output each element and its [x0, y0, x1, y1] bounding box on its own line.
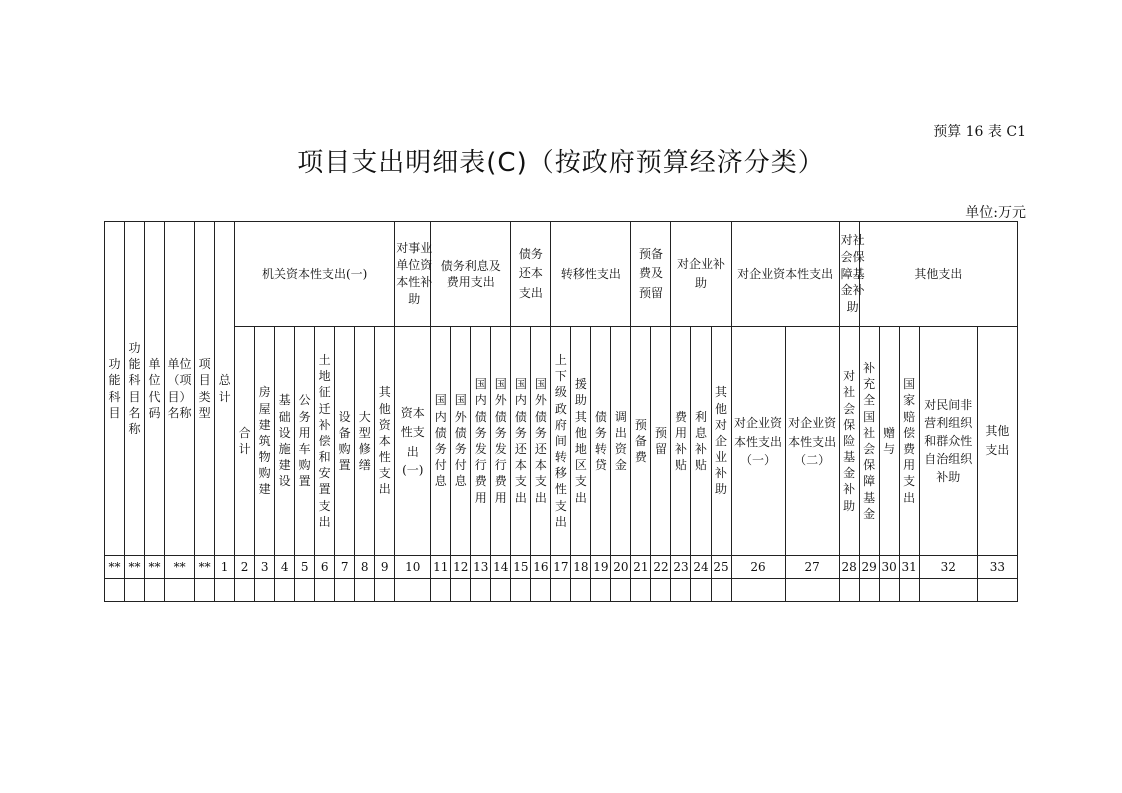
col-header-20: 调出资金 [611, 327, 631, 556]
group-header-public-institution: 对事业单位资本性补助 [395, 222, 431, 327]
col-header-26: 对企业资本性支出 （一） [731, 327, 785, 556]
col-header-unit-name: 单位（项目）名称 [165, 222, 195, 556]
number-cell: 29 [859, 556, 879, 579]
col-header-21: 预备费 [631, 327, 651, 556]
col-header-19: 债务转贷 [591, 327, 611, 556]
number-cell: 17 [551, 556, 571, 579]
group-header-enterprise-subsidy: 对企业补助 [671, 222, 731, 327]
col-header-28: 对社会保险基金补助 [839, 327, 859, 556]
form-code: 预算 16 表 C1 [933, 124, 1026, 140]
col-header-25: 其他对企业补助 [711, 327, 731, 556]
col-header-9: 其他资本性支出 [375, 327, 395, 556]
col-header-31: 国家赔偿费用支出 [899, 327, 919, 556]
data-cell [491, 579, 511, 602]
data-cell [335, 579, 355, 602]
data-cell [859, 579, 879, 602]
data-cell [315, 579, 335, 602]
col-header-32: 对民间非营利组织和群众性自治组织补助 [919, 327, 977, 556]
number-cell: 27 [785, 556, 839, 579]
col-header-3: 房屋建筑物购建 [255, 327, 275, 556]
data-cell [215, 579, 235, 602]
col-header-17: 上下级政府间转移性支出 [551, 327, 571, 556]
col-header-13: 国内债务发行费用 [471, 327, 491, 556]
data-cell [731, 579, 785, 602]
col-header-27: 对企业资本性支出 （二） [785, 327, 839, 556]
group-header-capital-1: 机关资本性支出(一) [235, 222, 395, 327]
data-cell [125, 579, 145, 602]
group-header-social-security: 对社会保障基金补助 [839, 222, 859, 327]
number-cell: 33 [977, 556, 1017, 579]
data-cell [551, 579, 571, 602]
col-header-18: 援助其他地区支出 [571, 327, 591, 556]
data-cell [591, 579, 611, 602]
number-cell: 11 [431, 556, 451, 579]
data-cell [531, 579, 551, 602]
number-cell: 3 [255, 556, 275, 579]
col-header-16: 国外债务还本支出 [531, 327, 551, 556]
group-header-enterprise-capital: 对企业资本性支出 [731, 222, 839, 327]
group-header-transfer: 转移性支出 [551, 222, 631, 327]
number-cell: 10 [395, 556, 431, 579]
col-header-15: 国内债务还本支出 [511, 327, 531, 556]
number-cell: 25 [711, 556, 731, 579]
col-header-30: 赠与 [879, 327, 899, 556]
data-cell [105, 579, 125, 602]
data-cell [511, 579, 531, 602]
number-cell: 22 [651, 556, 671, 579]
data-cell [651, 579, 671, 602]
data-cell [899, 579, 919, 602]
number-cell: 16 [531, 556, 551, 579]
col-header-5: 公务用车购置 [295, 327, 315, 556]
col-header-2: 合计 [235, 327, 255, 556]
data-cell [919, 579, 977, 602]
number-cell: 6 [315, 556, 335, 579]
number-cell: ** [145, 556, 165, 579]
number-cell: 15 [511, 556, 531, 579]
col-header-11: 国内债务付息 [431, 327, 451, 556]
number-cell: 26 [731, 556, 785, 579]
table-row [105, 579, 1018, 602]
col-header-7: 设备购置 [335, 327, 355, 556]
col-header-unit-code: 单位代码 [145, 222, 165, 556]
col-header-6: 土地征迁补偿和安置支出 [315, 327, 335, 556]
column-number-row [105, 556, 1018, 579]
data-cell [451, 579, 471, 602]
col-header-33: 其他支出 [977, 327, 1017, 556]
number-cell: 9 [375, 556, 395, 579]
number-cell: 18 [571, 556, 591, 579]
number-cell: 2 [235, 556, 255, 579]
number-cell: ** [105, 556, 125, 579]
col-header-total: 总计 [215, 222, 235, 556]
page-title: 项目支出明细表(C)（按政府预算经济分类） [297, 148, 825, 178]
col-header-12: 国外债务付息 [451, 327, 471, 556]
data-cell [145, 579, 165, 602]
data-cell [671, 579, 691, 602]
number-cell: 20 [611, 556, 631, 579]
group-header-reserve: 预备费及预留 [631, 222, 671, 327]
data-cell [235, 579, 255, 602]
col-header-function-name: 功能科目名称 [125, 222, 145, 556]
number-cell: 12 [451, 556, 471, 579]
data-cell [375, 579, 395, 602]
number-cell: 7 [335, 556, 355, 579]
data-cell [631, 579, 651, 602]
number-cell: 1 [215, 556, 235, 579]
data-cell [295, 579, 315, 602]
data-cell [711, 579, 731, 602]
number-cell: 8 [355, 556, 375, 579]
data-cell [691, 579, 711, 602]
col-header-23: 费用补贴 [671, 327, 691, 556]
data-cell [275, 579, 295, 602]
col-header-4: 基础设施建设 [275, 327, 295, 556]
number-cell: 14 [491, 556, 511, 579]
data-cell [431, 579, 451, 602]
number-cell: 19 [591, 556, 611, 579]
col-header-29: 补充全国社会保障基金 [859, 327, 879, 556]
data-cell [785, 579, 839, 602]
col-header-14: 国外债务发行费用 [491, 327, 511, 556]
data-cell [355, 579, 375, 602]
number-cell: ** [125, 556, 145, 579]
number-cell: 31 [899, 556, 919, 579]
group-header-debt-interest: 债务利息及费用支出 [431, 222, 511, 327]
data-cell [571, 579, 591, 602]
number-cell: 30 [879, 556, 899, 579]
number-cell: 24 [691, 556, 711, 579]
number-cell: 13 [471, 556, 491, 579]
number-cell: 21 [631, 556, 651, 579]
col-header-24: 利息补贴 [691, 327, 711, 556]
data-cell [471, 579, 491, 602]
col-header-22: 预留 [651, 327, 671, 556]
number-cell: 23 [671, 556, 691, 579]
expenditure-table [104, 221, 1018, 602]
data-cell [839, 579, 859, 602]
data-cell [879, 579, 899, 602]
data-cell [977, 579, 1017, 602]
data-cell [165, 579, 195, 602]
number-cell: 4 [275, 556, 295, 579]
group-header-debt-principal: 债务还本支出 [511, 222, 551, 327]
unit-label: 单位:万元 [965, 205, 1026, 221]
data-cell [195, 579, 215, 602]
number-cell: 28 [839, 556, 859, 579]
number-cell: ** [165, 556, 195, 579]
col-header-8: 大型修缮 [355, 327, 375, 556]
group-header-other: 其他支出 [859, 222, 1017, 327]
data-cell [611, 579, 631, 602]
col-header-project-type: 项目类型 [195, 222, 215, 556]
number-cell: 32 [919, 556, 977, 579]
number-cell: 5 [295, 556, 315, 579]
data-cell [395, 579, 431, 602]
col-header-function: 功能科目 [105, 222, 125, 556]
data-cell [255, 579, 275, 602]
col-header-10: 资本性支出 (一) [395, 327, 431, 556]
number-cell: ** [195, 556, 215, 579]
